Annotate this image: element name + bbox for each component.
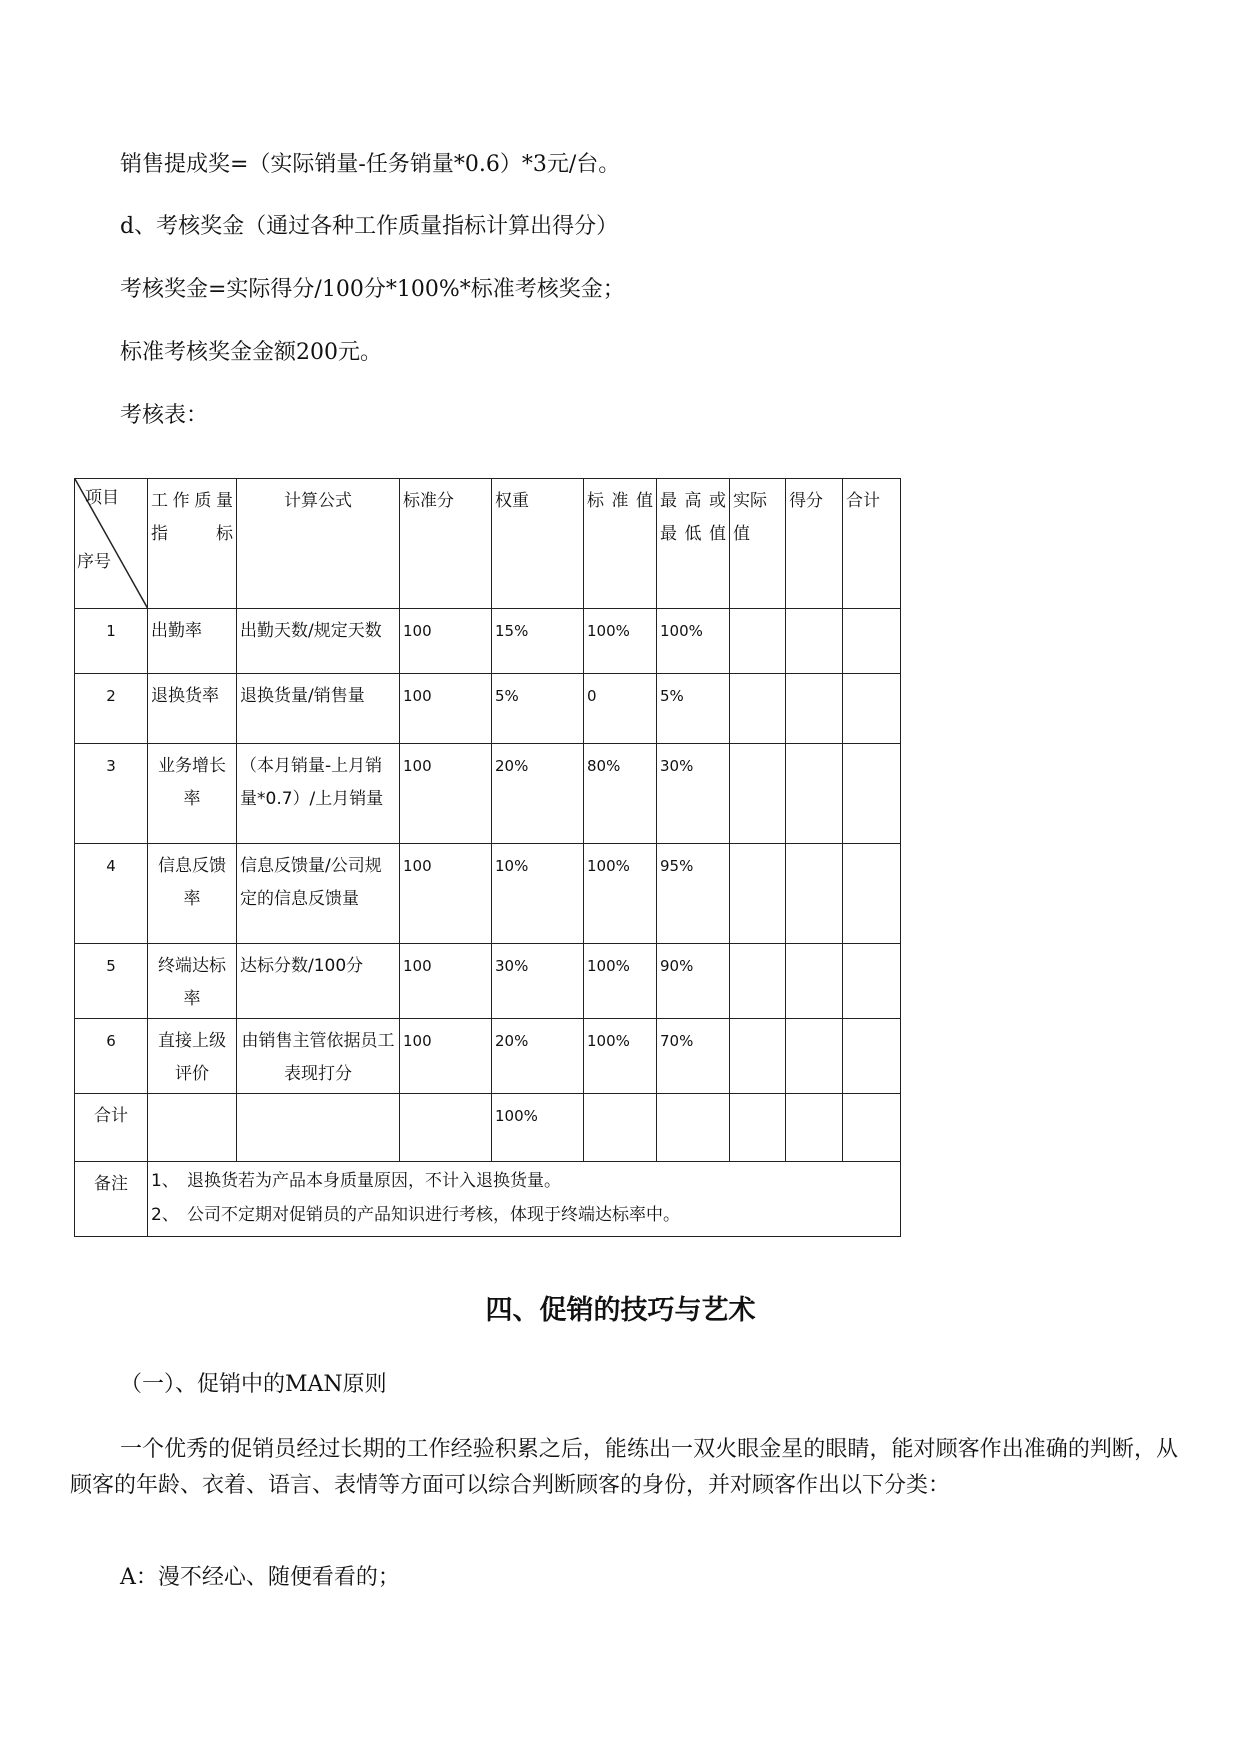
row-standard-value: 100%	[584, 1019, 657, 1094]
row-max-min-value: 95%	[657, 844, 730, 944]
row-total	[843, 609, 901, 674]
row-number: 1	[75, 609, 148, 674]
header-standard-score: 标准分	[400, 479, 492, 609]
header-score: 得分	[786, 479, 843, 609]
row-standard-score: 100	[400, 844, 492, 944]
row-actual-value	[730, 674, 786, 744]
table-row	[75, 744, 901, 844]
table-row	[75, 1019, 901, 1094]
row-number: 4	[75, 844, 148, 944]
row-formula: 退换货量/销售量	[237, 674, 400, 744]
header-weight: 权重	[492, 479, 584, 609]
header-corner-cell	[75, 479, 148, 609]
assessment-bonus-formula: 考核奖金=实际得分/100分*100%*标准考核奖金；	[120, 277, 625, 302]
row-standard-value: 0	[584, 674, 657, 744]
table-remarks-row	[75, 1162, 901, 1237]
row-actual-value	[730, 844, 786, 944]
total-weight: 100%	[492, 1094, 584, 1162]
empty-cell	[657, 1094, 730, 1162]
row-number: 5	[75, 944, 148, 1019]
row-standard-score: 100	[400, 1019, 492, 1094]
row-quality-index: 直接上级评价	[148, 1019, 237, 1094]
assessment-table	[74, 478, 901, 1237]
header-item: 项目	[85, 488, 119, 508]
remark-text: 退换货若为产品本身质量原因，不计入退换货量。	[187, 1171, 561, 1191]
row-number: 2	[75, 674, 148, 744]
row-weight: 15%	[492, 609, 584, 674]
row-max-min-value: 70%	[657, 1019, 730, 1094]
row-max-min-value: 5%	[657, 674, 730, 744]
row-score	[786, 844, 843, 944]
row-number: 6	[75, 1019, 148, 1094]
row-standard-score: 100	[400, 674, 492, 744]
row-weight: 20%	[492, 744, 584, 844]
row-quality-index: 终端达标率	[148, 944, 237, 1019]
row-score	[786, 609, 843, 674]
table-row	[75, 609, 901, 674]
remark-number: 1、	[151, 1171, 179, 1191]
table-header-row	[75, 479, 901, 609]
row-number: 3	[75, 744, 148, 844]
row-max-min-value: 100%	[657, 609, 730, 674]
total-label: 合计	[75, 1094, 148, 1162]
remark-item	[151, 1198, 897, 1232]
header-quality-index: 工作质量指标	[148, 479, 237, 609]
row-formula: 由销售主管依据员工表现打分	[237, 1019, 400, 1094]
row-actual-value	[730, 944, 786, 1019]
body-paragraph: 一个优秀的促销员经过长期的工作经验积累之后，能练出一双火眼金星的眼睛，能对顾客作出准确的判断，从顾客的年龄、衣着、语言、表情等方面可以综合判断顾客的身份，并对顾客作出以下分类：	[70, 1437, 1178, 1498]
header-actual-value: 实际值	[730, 479, 786, 609]
remarks-content	[148, 1162, 901, 1237]
table-row	[75, 844, 901, 944]
row-actual-value	[730, 609, 786, 674]
row-weight: 10%	[492, 844, 584, 944]
row-quality-index: 信息反馈率	[148, 844, 237, 944]
remark-item	[151, 1164, 897, 1198]
row-weight: 30%	[492, 944, 584, 1019]
row-formula: （本月销量-上月销量*0.7）/上月销量	[237, 744, 400, 844]
row-score	[786, 944, 843, 1019]
row-max-min-value: 30%	[657, 744, 730, 844]
row-total	[843, 844, 901, 944]
row-weight: 5%	[492, 674, 584, 744]
list-item-a: A：漫不经心、随便看看的；	[120, 1565, 400, 1590]
empty-cell	[148, 1094, 237, 1162]
remark-number: 2、	[151, 1205, 179, 1225]
header-max-min-value: 最高或最低值	[657, 479, 730, 609]
table-total-row	[75, 1094, 901, 1162]
row-formula: 达标分数/100分	[237, 944, 400, 1019]
row-actual-value	[730, 1019, 786, 1094]
row-formula: 出勤天数/规定天数	[237, 609, 400, 674]
empty-cell	[400, 1094, 492, 1162]
row-standard-score: 100	[400, 944, 492, 1019]
row-standard-value: 100%	[584, 609, 657, 674]
row-total	[843, 1019, 901, 1094]
section-subtitle: （一）、促销中的MAN原则	[120, 1372, 387, 1397]
section-title: 四、促销的技巧与艺术	[485, 1295, 756, 1326]
row-total	[843, 674, 901, 744]
row-quality-index: 业务增长率	[148, 744, 237, 844]
table-row	[75, 674, 901, 744]
row-total	[843, 744, 901, 844]
row-score	[786, 744, 843, 844]
empty-cell	[237, 1094, 400, 1162]
remarks-label: 备注	[75, 1162, 148, 1237]
header-formula: 计算公式	[237, 479, 400, 609]
table-row	[75, 944, 901, 1019]
row-max-min-value: 90%	[657, 944, 730, 1019]
empty-cell	[584, 1094, 657, 1162]
empty-cell	[730, 1094, 786, 1162]
row-standard-score: 100	[400, 744, 492, 844]
row-standard-value: 100%	[584, 944, 657, 1019]
row-actual-value	[730, 744, 786, 844]
assessment-table-label: 考核表：	[120, 403, 209, 428]
row-score	[786, 1019, 843, 1094]
remark-text: 公司不定期对促销员的产品知识进行考核，体现于终端达标率中。	[187, 1205, 680, 1225]
row-total	[843, 944, 901, 1019]
row-score	[786, 674, 843, 744]
header-standard-value: 标准值	[584, 479, 657, 609]
row-quality-index: 退换货率	[148, 674, 237, 744]
assessment-bonus-heading: d、考核奖金（通过各种工作质量指标计算出得分）	[120, 214, 619, 239]
row-standard-score: 100	[400, 609, 492, 674]
row-standard-value: 100%	[584, 844, 657, 944]
header-total: 合计	[843, 479, 901, 609]
row-formula: 信息反馈量/公司规定的信息反馈量	[237, 844, 400, 944]
commission-formula: 销售提成奖=（实际销量-任务销量*0.6）*3元/台。	[120, 152, 621, 177]
standard-bonus-amount: 标准考核奖金金额200元。	[120, 340, 382, 365]
row-standard-value: 80%	[584, 744, 657, 844]
row-quality-index: 出勤率	[148, 609, 237, 674]
row-weight: 20%	[492, 1019, 584, 1094]
empty-cell	[786, 1094, 843, 1162]
empty-cell	[843, 1094, 901, 1162]
header-serial-no: 序号	[77, 552, 111, 572]
